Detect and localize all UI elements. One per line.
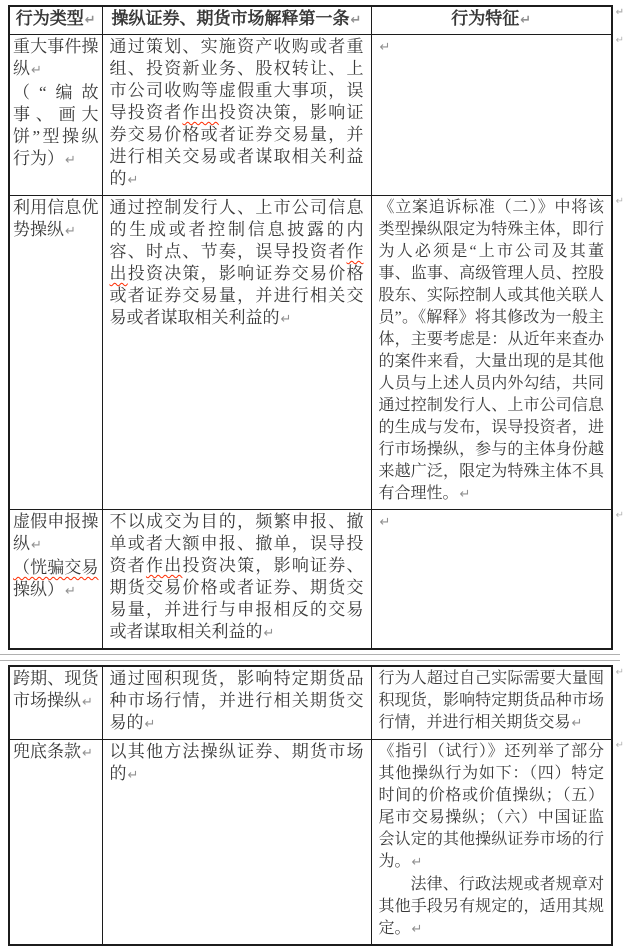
pilcrow-mark: ↵ (350, 13, 362, 28)
header-behavior-characteristics (371, 6, 624, 35)
text-run: 不以成交为目的，频繁申报、撤单或者大额申报、撤单，误导投资者 (109, 512, 364, 575)
paragraph (379, 668, 605, 735)
text-run: 操纵） (13, 580, 64, 599)
spellcheck-flagged-text: 作出 (182, 103, 219, 122)
row-end-mark-icon: ↵ (615, 196, 624, 207)
text-run: 投资决策，影响证券交易价格或者证券交易量，并进行相关交易或者谋取相关利益的 (109, 264, 364, 327)
paragraph (379, 36, 605, 59)
pilcrow-mark: ↵ (65, 153, 76, 168)
row-end-mark-icon: ↵ (615, 35, 624, 46)
pilcrow-mark: ↵ (144, 717, 156, 732)
pilcrow-mark: ↵ (82, 695, 93, 710)
pilcrow-mark: ↵ (84, 13, 96, 28)
text-run: 跨期、现货市场操纵 (13, 669, 99, 710)
manipulation-interpretation-table (8, 5, 624, 650)
paragraph (379, 511, 605, 534)
cell-interpretation-article-1[interactable] (102, 740, 371, 946)
text-run: 通过控制发行人、上市公司信息的生成或者控制信息披露的内容、时点、节奏，误导投资者 (109, 198, 364, 261)
pilcrow-mark: ↵ (127, 768, 139, 783)
paragraph (13, 36, 99, 82)
text-run: （“编故事、画大饼”型操纵行为） (13, 83, 99, 168)
paragraph (13, 741, 99, 765)
cell-behavior-characteristics[interactable] (371, 510, 624, 650)
paragraph (13, 197, 99, 243)
header-row (9, 6, 612, 35)
header-behavior-characteristics-label: 行为特征 (451, 9, 520, 28)
row-end-mark-icon: ↵ (615, 667, 624, 678)
paragraph (110, 741, 364, 787)
table-row (9, 196, 612, 510)
text-run: 通过策划、实施资产收购或者重组、投资新业务、股权转让、上市公司收购等虚假重大事项，误导投资者 (109, 37, 364, 122)
row-end-mark-icon: ↵ (615, 7, 624, 18)
paragraph (110, 511, 364, 645)
pilcrow-mark: ↵ (411, 922, 423, 937)
cell-behavior-type[interactable] (9, 740, 102, 946)
text-run: 通过囤积现货，影响特定期货品种市场行情，并进行相关期货交易的 (109, 669, 364, 732)
paragraph (13, 557, 99, 603)
cell-behavior-type[interactable] (9, 196, 102, 510)
text-run: 《指引（试行）》还列举了部分其他操纵行为如下：（四）特定时间的价格或价值操纵；（五）尾市交易操纵；（六）中国证监会认定的其他操纵证券市场的行为。 (378, 743, 604, 870)
row-end-mark-icon: ↵ (615, 740, 624, 751)
pilcrow-mark: ↵ (82, 746, 93, 761)
cell-behavior-type[interactable] (9, 510, 102, 650)
table-row (9, 666, 612, 740)
table-separator (0, 654, 620, 661)
pilcrow-mark: ↵ (280, 312, 292, 327)
pilcrow-mark: ↵ (65, 584, 76, 599)
paragraph (379, 741, 605, 874)
pilcrow-mark: ↵ (520, 13, 532, 28)
cell-behavior-type[interactable] (9, 35, 102, 196)
text-run: 投资决策，影响证券交易价格或者证券交易量，并进行相关交易或者谋取相关利益的 (109, 103, 364, 188)
paragraph (13, 82, 99, 172)
cell-interpretation-article-1[interactable] (102, 510, 371, 650)
text-run: 行为人超过自己实际需要大量囤积现货，影响特定期货品种市场行情，并进行相关期货交易 (378, 670, 604, 731)
cell-behavior-type[interactable] (9, 666, 102, 740)
header-interpretation-article-1-label: 操纵证券、期货市场解释第一条 (111, 9, 350, 28)
paragraph (13, 668, 99, 714)
spellcheck-flagged-text: 作出 (109, 242, 364, 283)
pilcrow-mark: ↵ (31, 63, 42, 78)
spellcheck-flagged-text: （恍骗交易 (13, 558, 99, 577)
row-end-mark-icon: ↵ (615, 510, 624, 521)
cell-interpretation-article-1[interactable] (102, 35, 371, 196)
pilcrow-mark: ↵ (411, 855, 423, 870)
cell-behavior-characteristics[interactable] (371, 666, 624, 740)
header-behavior-type (9, 6, 102, 35)
table-row (9, 510, 612, 650)
paragraph (110, 668, 364, 736)
pilcrow-mark: ↵ (379, 40, 391, 55)
text-run: 虚假申报操纵 (13, 512, 99, 553)
paragraph (379, 874, 605, 941)
table-row (9, 35, 612, 196)
pilcrow-mark: ↵ (263, 626, 275, 641)
text-run: 利用信息优势操纵 (13, 198, 99, 239)
text-run: 投资决策，影响证券、期货交易价格或者证券、期货交易量，并进行与申报相反的交易或者谋取相关利益的 (109, 556, 364, 641)
cell-behavior-characteristics[interactable] (371, 35, 624, 196)
cell-behavior-characteristics[interactable] (371, 196, 624, 510)
spellcheck-flagged-text: 作出 (145, 556, 183, 575)
pilcrow-mark: ↵ (379, 515, 391, 530)
paragraph (379, 197, 605, 506)
pilcrow-mark: ↵ (127, 173, 139, 188)
header-interpretation-article-1 (102, 6, 371, 35)
paragraph (110, 197, 364, 331)
header-behavior-type-label: 行为类型 (15, 9, 84, 28)
paragraph (110, 36, 364, 192)
paragraph (13, 511, 99, 557)
text-run: 以其他方法操纵证券、期货市场的 (109, 742, 364, 783)
text-run: 重大事件操纵 (13, 37, 99, 78)
pilcrow-mark: ↵ (65, 224, 76, 239)
cell-interpretation-article-1[interactable] (102, 196, 371, 510)
text-run: 法律、行政法规或者规章对其他手段另有规定的，适用其规定。 (378, 876, 604, 937)
cell-interpretation-article-1[interactable] (102, 666, 371, 740)
pilcrow-mark: ↵ (31, 538, 42, 553)
manipulation-interpretation-table-continued (8, 665, 624, 946)
table-row (9, 740, 612, 946)
cell-behavior-characteristics[interactable] (371, 740, 624, 946)
text-run: 《立案追诉标准（二）》中将该类型操纵限定为特殊主体，即行为人必须是“上市公司及其董事、监事、高级管理人员、控股股东、实际控制人或其他关联人员”。《解释》将其修改为一般主体，主要考虑是：从近年来查办的案件来看，大量出现的是其他人员与上述人员内外勾结，共同通过控制发行人、上市公司信息的生成与发布，误导投资者，进行市场操纵，参与的主体身份越来越广泛，限定为特殊主体不具有合理性。 (378, 199, 604, 502)
pilcrow-mark: ↵ (571, 716, 583, 731)
text-run: 兜底条款 (13, 742, 81, 761)
pilcrow-mark: ↵ (459, 487, 471, 502)
